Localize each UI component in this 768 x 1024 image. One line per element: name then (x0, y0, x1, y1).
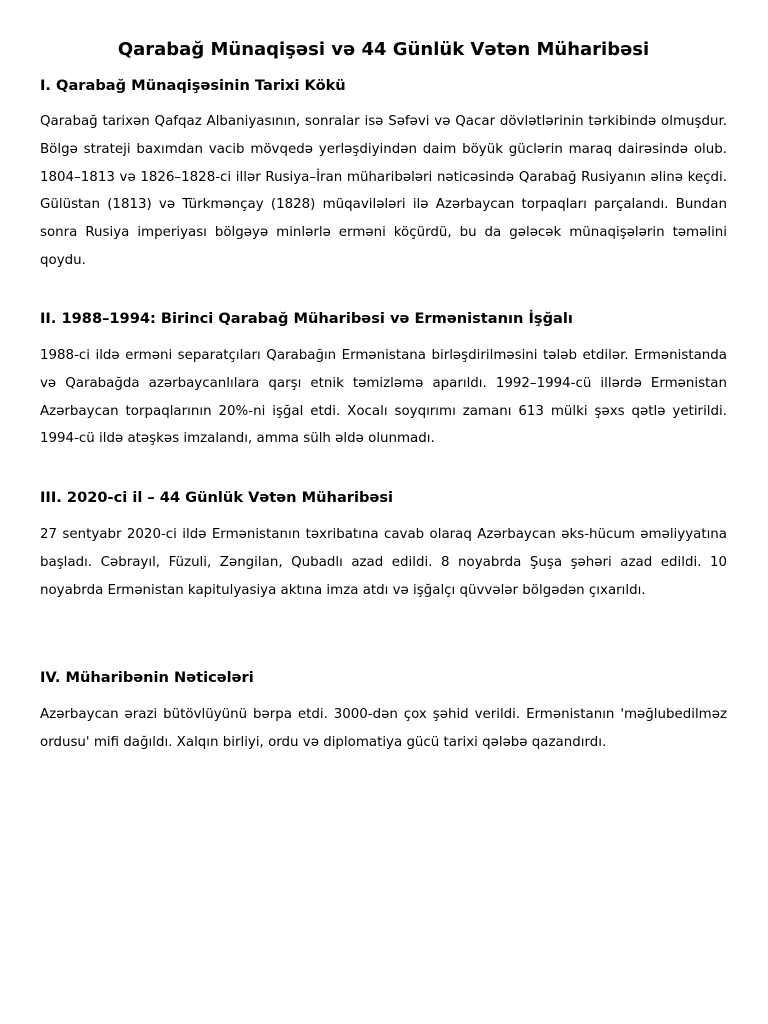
document-title: Qarabağ Münaqişəsi və 44 Günlük Vətən Müharibəsi (117, 39, 650, 60)
section-paragraph-1: Qarabağ tarixən Qafqaz Albaniyasının, sonralar isə Səfəvi və Qacar dövlətlərinin tərkibində olmuşdur. Bölgə strateji baxımdan vacib mövqedə yerləşdiyindən daim böyük güclərin maraq dairəsində olub. 1804–1813 və 1826–1828-ci illər Rusiya–İran müharibələri nəticəsində Qarabağ Rusiyanın əlinə keçdi. Gülüstan (1813) və Türkmənçay (1828) müqavilələri ilə Azərbaycan torpaqları parçalandı. Bundan sonra Rusiya imperiyası bölgəyə minlərlə erməni köçürdü, bu da gələcək münaqişələrin təməlini qoydu. (40, 114, 727, 268)
section-paragraph-3: 27 sentyabr 2020-ci ildə Ermənistanın təxribatına cavab olaraq Azərbaycan əks-hücum əməliyyatına başladı. Cəbrayıl, Füzuli, Zəngilan, Qubadlı azad edildi. 8 noyabrda Şuşa şəhəri azad edildi. 10 noyabrda Ermənistan kapitulyasiya aktına imza atdı və işğalçı qüvvələr bölgədən çıxarıldı. (40, 527, 727, 598)
section-heading-2: II. 1988–1994: Birinci Qarabağ Müharibəsi və Ermənistanın İşğalı (40, 310, 573, 327)
section-heading-3: III. 2020-ci il – 44 Günlük Vətən Müharibəsi (40, 489, 394, 506)
section-heading-1: I. Qarabağ Münaqişəsinin Tarixi Kökü (40, 77, 346, 94)
section-paragraph-4: Azərbaycan ərazi bütövlüyünü bərpa etdi. 3000-dən çox şəhid verildi. Ermənistanın 'məğlubedilməz ordusu' mifi dağıldı. Xalqın birliyi, ordu və diplomatiya gücü tarixi qələbə qazandırdı. (40, 707, 727, 750)
section-heading-4: IV. Müharibənin Nəticələri (40, 669, 254, 686)
section-paragraph-2: 1988-ci ildə erməni separatçıları Qarabağın Ermənistana birləşdirilməsini tələb etdilər. Ermənistanda və Qarabağda azərbaycanlılara qarşı etnik təmizləmə aparıldı. 1992–1994-cü illərdə Ermənistan Azərbaycan torpaqlarının 20%-ni işğal etdi. Xocalı soyqırımı zamanı 613 mülki şəxs qətlə yetirildi. 1994-cü ildə atəşkəs imzalandı, amma sülh əldə olunmadı. (40, 348, 727, 447)
